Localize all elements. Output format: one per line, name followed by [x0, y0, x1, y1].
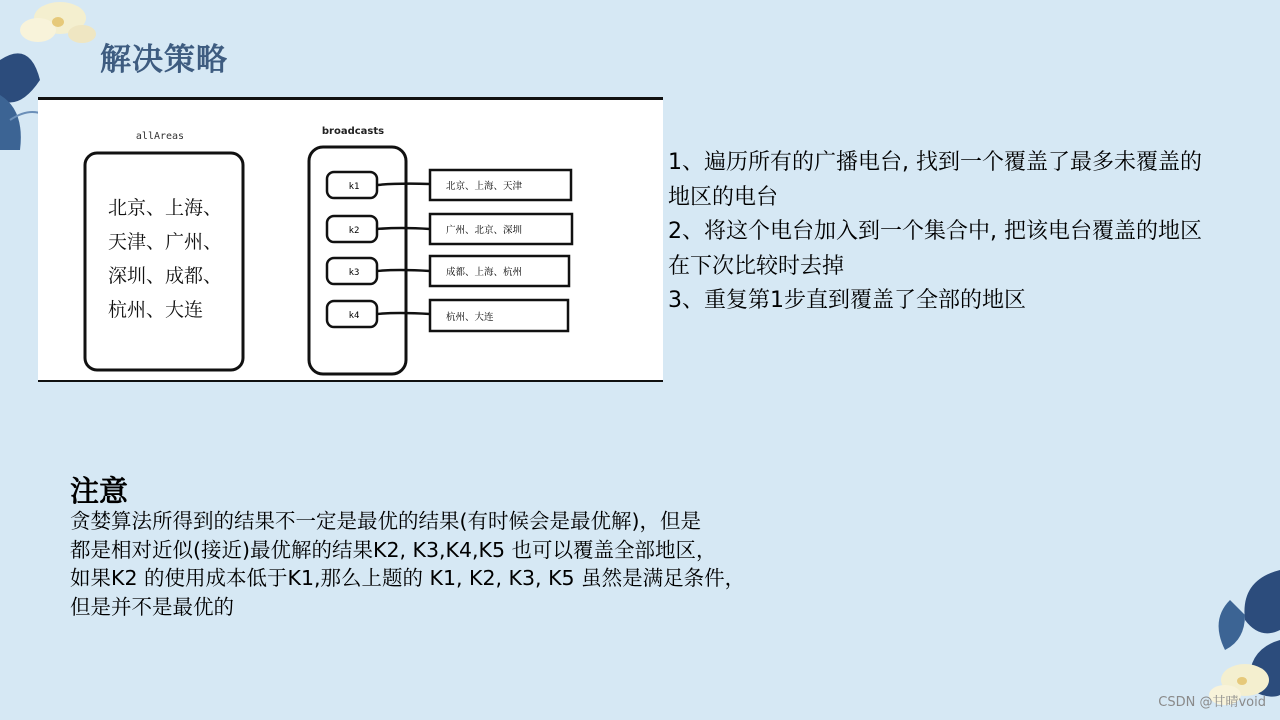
broadcast-areas: 北京、上海、天津: [446, 181, 523, 192]
all-areas-line: 深圳、成都、: [108, 265, 223, 287]
broadcast-key: k3: [348, 268, 360, 278]
page-title: 解决策略: [100, 42, 228, 78]
connector-line: [377, 313, 430, 314]
step-line: 在下次比较时去掉: [668, 253, 845, 279]
broadcast-diagram: [38, 97, 663, 382]
all-areas-box: [85, 153, 243, 370]
broadcast-key: k1: [348, 182, 360, 192]
broadcast-key: k4: [348, 311, 360, 321]
note-line: 如果K2 的使用成本低于K1,那么上题的 K1, K2, K3, K5 虽然是满足条件，: [70, 566, 746, 590]
step-line: 地区的电台: [668, 184, 779, 210]
note-title: 注意: [70, 474, 129, 508]
flower-center: [1237, 677, 1247, 685]
broadcast-areas: 成都、上海、杭州: [446, 267, 523, 278]
petal-dark: [1219, 600, 1245, 650]
broadcast-key: k2: [348, 226, 360, 236]
watermark: CSDN @甘晴void: [1158, 695, 1266, 710]
note-line: 都是相对近似(接近)最优解的结果K2, K3,K4,K5 也可以覆盖全部地区，: [70, 537, 717, 562]
petal-dark: [1244, 570, 1280, 633]
broadcast-areas: 杭州、大连: [446, 312, 494, 323]
broadcasts-label: broadcasts: [321, 126, 385, 137]
strategy-steps: [668, 146, 1276, 319]
all-areas-label: allAreas: [135, 131, 185, 142]
step-line: 2、将这个电台加入到一个集合中, 把该电台覆盖的地区: [668, 219, 1202, 244]
petal-dark: [0, 53, 40, 102]
connector-line: [377, 184, 430, 185]
petal-light: [20, 18, 56, 42]
flower-center: [52, 17, 64, 27]
note-line: 但是并不是最优的: [70, 594, 234, 619]
all-areas-line: 北京、上海、: [108, 197, 223, 219]
petal-light: [68, 25, 96, 43]
note-line: 贪婪算法所得到的结果不一定是最优的结果(有时候会是最优解)，但是: [70, 509, 701, 533]
connector-line: [377, 270, 430, 271]
all-areas-line: 天津、广州、: [108, 231, 223, 253]
all-areas-line: 杭州、大连: [108, 299, 204, 321]
diagram-canvas: [38, 100, 663, 382]
connector-line: [377, 228, 430, 229]
broadcast-areas: 广州、北京、深圳: [446, 225, 523, 236]
step-line: 1、遍历所有的广播电台, 找到一个覆盖了最多未覆盖的: [668, 150, 1202, 175]
step-line: 3、重复第1步直到覆盖了全部的地区: [668, 288, 1026, 313]
petal-dark: [0, 95, 21, 150]
note-body: [70, 507, 850, 621]
